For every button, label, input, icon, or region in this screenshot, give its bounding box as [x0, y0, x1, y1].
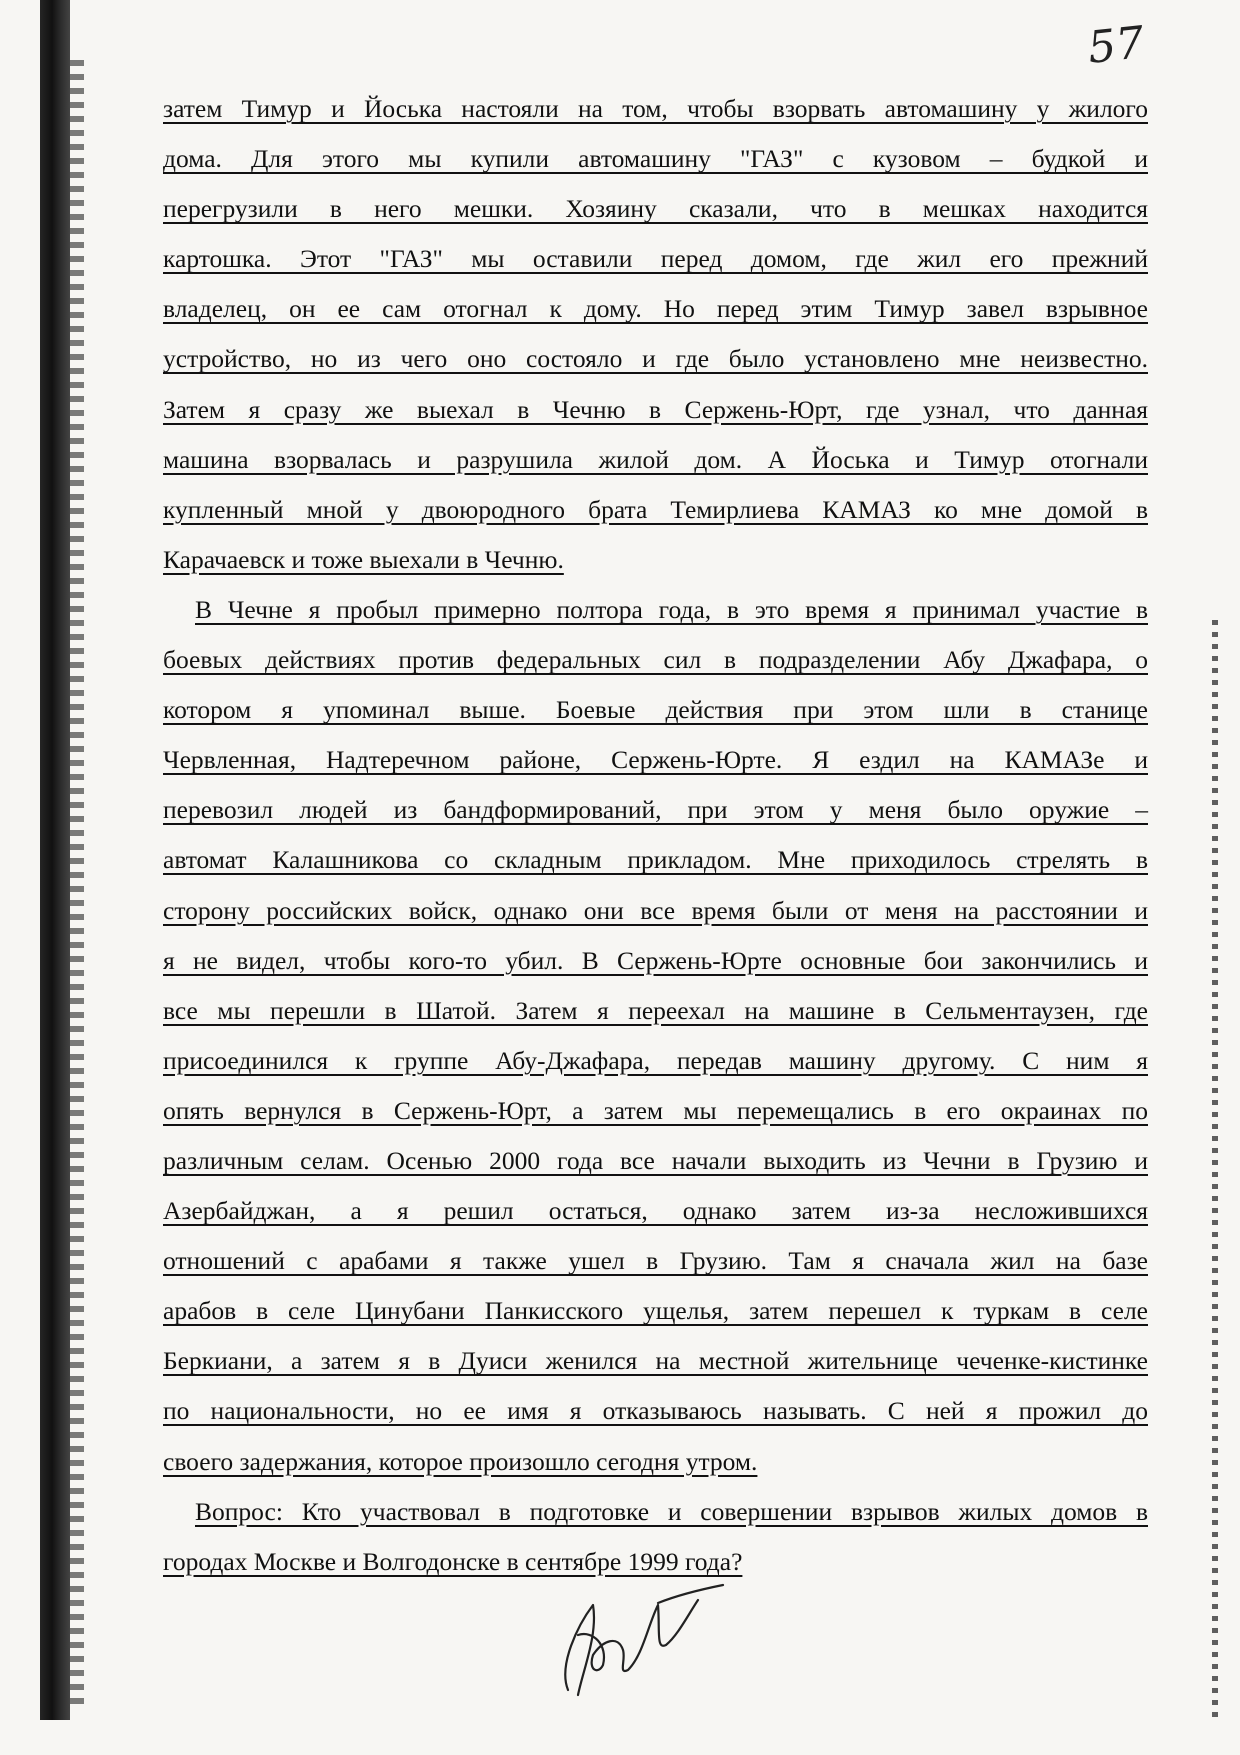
text-line: различным селам. Осенью 2000 года все начали выходить из Чечни в Грузию и: [163, 1145, 1148, 1175]
text-line: присоединился к группе Абу-Джафара, передав машину другому. С ним я: [163, 1045, 1148, 1075]
document-body: [163, 84, 1148, 1587]
text-line: котором я упоминал выше. Боевые действия при этом шли в станице: [163, 695, 1148, 725]
text-line: автомат Калашникова со складным прикладом. Мне приходилось стрелять в: [163, 845, 1148, 875]
text-line: Червленная, Надтеречном районе, Сержень-Юрте. Я ездил на КАМАЗе и: [163, 745, 1148, 775]
text-line: отношений с арабами я также ушел в Грузию. Там я сначала жил на базе: [163, 1246, 1148, 1276]
text-line: Вопрос: Кто участвовал в подготовке и совершении взрывов жилых домов в: [195, 1496, 1148, 1526]
scan-binding-shadow: [70, 60, 84, 1710]
text-line: сторону российских войск, однако они все время были от меня на расстоянии и: [163, 895, 1148, 925]
scan-binding-edge: [40, 0, 70, 1720]
text-line: устройство, но из чего оно состояло и где было установлено мне неизвестно.: [163, 344, 1148, 374]
text-line: Затем я сразу же выехал в Чечню в Сержень-Юрт, где узнал, что данная: [163, 394, 1148, 424]
text-line: все мы перешли в Шатой. Затем я переехал на машине в Сельментаузен, где: [163, 995, 1148, 1025]
text-line: картошка. Этот "ГАЗ" мы оставили перед домом, где жил его прежний: [163, 244, 1148, 274]
text-line: своего задержания, которое произошло сегодня утром.: [163, 1446, 758, 1476]
text-line: владелец, он ее сам отогнал к дому. Но перед этим Тимур завел взрывное: [163, 294, 1148, 324]
handwritten-signature: [548, 1575, 728, 1705]
text-line: перевозил людей из бандформирований, при этом у меня было оружие –: [163, 795, 1148, 825]
text-line: Беркиани, а затем я в Дуиси женился на местной жительнице чеченке-кистинке: [163, 1346, 1148, 1376]
page-number: 57: [1085, 17, 1147, 74]
text-line: Азербайджан, а я решил остаться, однако затем из-за несложившихся: [163, 1196, 1148, 1226]
scan-right-edge: [1212, 620, 1218, 1720]
text-line: я не видел, чтобы кого-то убил. В Сержень-Юрте основные бои закончились и: [163, 945, 1148, 975]
text-line: опять вернулся в Сержень-Юрт, а затем мы перемещались в его окраинах по: [163, 1095, 1148, 1125]
text-line: В Чечне я пробыл примерно полтора года, в это время я принимал участие в: [195, 594, 1148, 624]
text-line: перегрузили в него мешки. Хозяину сказали, что в мешках находится: [163, 194, 1148, 224]
text-line: городах Москве и Волгодонске в сентябре 1999 года?: [163, 1546, 743, 1576]
text-line: дома. Для этого мы купили автомашину "ГАЗ" с кузовом – будкой и: [163, 144, 1148, 174]
text-line: арабов в селе Цинубани Панкисского ущелья, затем перешел к туркам в селе: [163, 1296, 1148, 1326]
text-line: машина взорвалась и разрушила жилой дом. А Йоська и Тимур отогнали: [163, 444, 1148, 474]
text-line: боевых действиях против федеральных сил в подразделении Абу Джафара, о: [163, 645, 1148, 675]
text-line: купленный мной у двоюродного брата Темирлиева КАМАЗ ко мне домой в: [163, 494, 1148, 524]
text-line: по национальности, но ее имя я отказываюсь называть. С ней я прожил до: [163, 1396, 1148, 1426]
text-line: затем Тимур и Йоська настояли на том, чтобы взорвать автомашину у жилого: [163, 94, 1148, 123]
text-line: Карачаевск и тоже выехали в Чечню.: [163, 544, 564, 574]
